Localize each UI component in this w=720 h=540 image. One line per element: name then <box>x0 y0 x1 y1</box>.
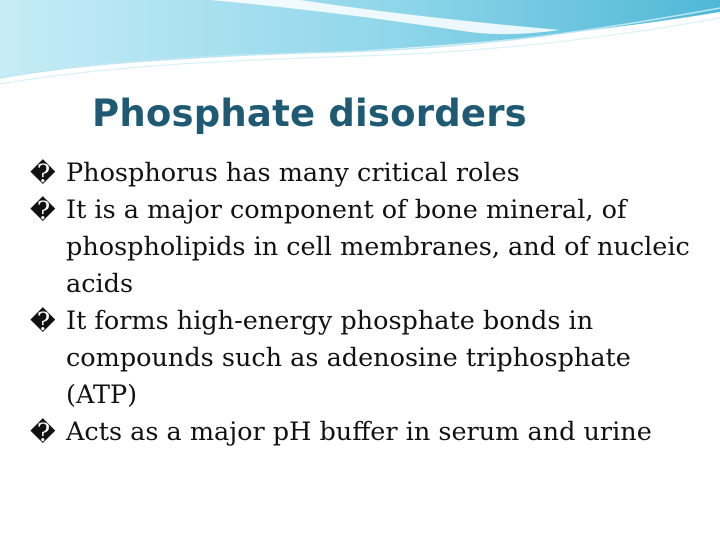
bullet-text-4: Acts as a major pH buffer in serum and urine <box>66 417 652 447</box>
bullet-list <box>30 155 700 451</box>
bullet-text-2: It is a major component of bone mineral, of phospholipids in cell membranes, and of nucleic acids <box>66 195 690 299</box>
bullet-marker-icon: � <box>30 196 56 225</box>
bullet-text-3: It forms high-energy phosphate bonds in compounds such as adenosine triphosphate (ATP) <box>66 306 631 410</box>
bullet-text-1: Phosphorus has many critical roles <box>66 158 520 188</box>
bullet-marker-icon: � <box>30 159 56 188</box>
bullet-item-3 <box>30 303 700 414</box>
header-wave-decoration <box>0 0 720 90</box>
slide-title: Phosphate disorders <box>92 92 527 135</box>
bullet-item-2 <box>30 192 700 303</box>
bullet-item-4 <box>30 414 700 451</box>
bullet-marker-icon: � <box>30 307 56 336</box>
bullet-marker-icon: � <box>30 418 56 447</box>
bullet-item-1 <box>30 155 700 192</box>
